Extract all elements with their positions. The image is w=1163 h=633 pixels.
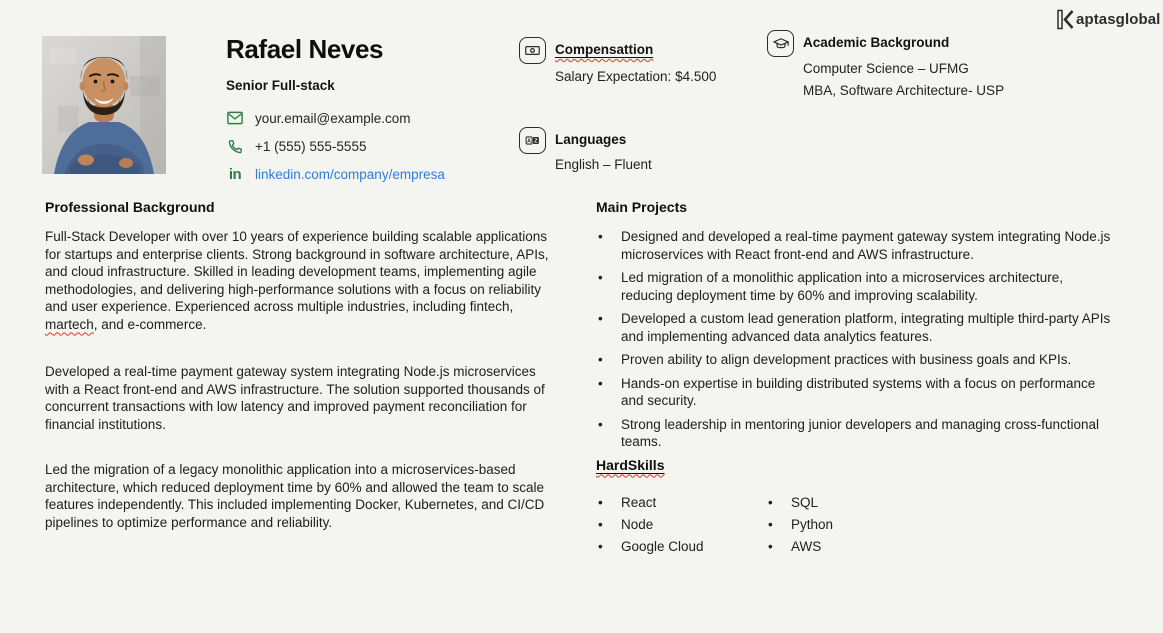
money-icon xyxy=(519,37,546,64)
salary-expectation: Salary Expectation: $4.500 xyxy=(555,69,717,84)
linkedin-link[interactable]: linkedin.com/company/empresa xyxy=(255,166,445,182)
brand-logo xyxy=(1056,9,1160,30)
profile-photo xyxy=(42,36,166,174)
skill-item: • React xyxy=(596,494,766,512)
main-projects-heading: Main Projects xyxy=(596,199,688,215)
skill-item: • SQL xyxy=(766,494,833,512)
academic-item: Computer Science – UFMG xyxy=(803,61,969,76)
contact-email xyxy=(226,109,506,127)
hardskills-heading: HardSkills xyxy=(596,456,665,473)
translate-icon xyxy=(519,127,546,154)
professional-background-column xyxy=(45,199,562,531)
academic-section xyxy=(767,30,1004,98)
candidate-title: Senior Full-stack xyxy=(226,78,335,93)
contact-linkedin xyxy=(226,165,506,183)
skill-item: • Node xyxy=(596,516,766,534)
profile-photo-illustration xyxy=(42,36,166,174)
contact-phone xyxy=(226,137,506,155)
projects-list xyxy=(596,228,1117,451)
skill-item: • Google Cloud xyxy=(596,538,766,556)
skills-column-2 xyxy=(766,494,833,560)
compensation-heading: Compensattion xyxy=(555,42,654,57)
logo-text: aptasglobal xyxy=(1076,11,1161,28)
graduation-cap-icon xyxy=(767,30,794,57)
main-projects-column xyxy=(596,199,1117,560)
logo-k-mark xyxy=(1056,9,1075,30)
contact-list xyxy=(226,109,506,183)
project-bullet: • Proven ability to align development practices with business goals and KPIs. xyxy=(596,351,1117,369)
email-text: your.email@example.com xyxy=(255,110,411,126)
skills-column-1 xyxy=(596,494,766,560)
project-bullet: • Developed a custom lead generation platform, integrating multiple third-party APIs and implementing advanced data analytics features. xyxy=(596,310,1117,345)
svg-text:A: A xyxy=(527,138,532,145)
skill-item: • AWS xyxy=(766,538,833,556)
academic-heading: Academic Background xyxy=(803,35,950,50)
svg-text:Z: Z xyxy=(534,138,538,145)
linkedin-icon: in xyxy=(228,165,242,183)
academic-item: MBA, Software Architecture- USP xyxy=(803,83,1005,98)
skill-item: • Python xyxy=(766,516,833,534)
candidate-name: Rafael Neves xyxy=(226,34,384,64)
misspelled-word: martech xyxy=(45,316,94,332)
project-bullet: • Led migration of a monolithic application into a microservices architecture, reducing deployment time by 60% and improving scalability. xyxy=(596,269,1117,304)
professional-paragraph-3: Led the migration of a legacy monolithic application into a microservices-based architecture, which reduced deployment time by 60% and allowed the team to scale features independently. This included implementing Docker, Kubernetes, and CI/CD pipelines to optimize performance and reliability. xyxy=(45,462,545,530)
professional-paragraph-1: Full-Stack Developer with over 10 years of experience building scalable applications for startups and enterprise clients. Strong background in software architecture, APIs, and cloud infrastructure. Skilled in leading development teams, implementing agile methodologies, and delivering high-performance solutions with a focus on reliability and user experience. Experienced across multiple industries, including fintech, martech, and e-commerce. xyxy=(45,229,549,332)
project-bullet: • Strong leadership in mentoring junior developers and managing cross-functional teams. xyxy=(596,416,1117,451)
languages-heading: Languages xyxy=(555,132,627,147)
project-bullet: • Designed and developed a real-time payment gateway system integrating Node.js microservices with React front-end and AWS infrastructure. xyxy=(596,228,1117,263)
project-bullet: • Hands-on expertise in building distributed systems with a focus on performance and security. xyxy=(596,375,1117,410)
compensation-section xyxy=(519,37,716,84)
hardskills-lists xyxy=(596,494,1117,560)
language-item: English – Fluent xyxy=(555,157,652,172)
professional-background-heading: Professional Background xyxy=(45,199,215,215)
phone-text: +1 (555) 555-5555 xyxy=(255,138,367,154)
email-icon xyxy=(226,109,244,127)
languages-section xyxy=(519,127,652,172)
professional-paragraph-2: Developed a real-time payment gateway system integrating Node.js microservices with a React front-end and AWS infrastructure. The solution supported thousands of concurrent transactions with low latency and improved payment reconciliation for financial institutions. xyxy=(45,364,545,432)
phone-icon xyxy=(226,137,244,155)
identity-block xyxy=(226,34,506,193)
